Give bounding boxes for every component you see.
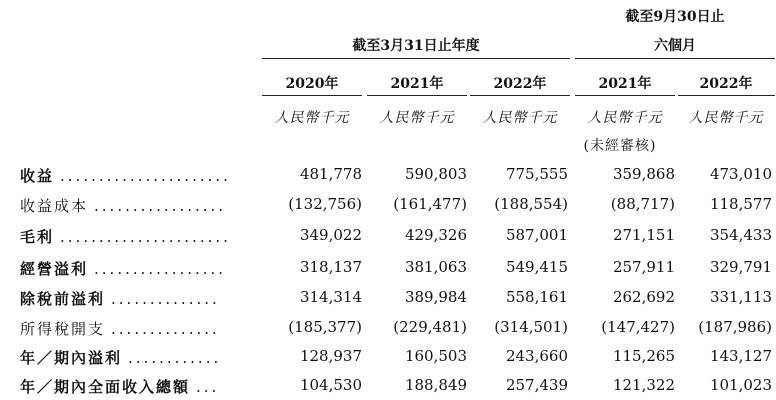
table-cell: (314,501) [494,318,568,336]
row-label [20,258,226,279]
table-cell: 257,911 [612,258,675,276]
unit-label: 人民幣千元 [274,110,350,126]
year-header-2020: 2020年 [285,76,339,92]
row-label [20,376,219,397]
table-cell: 590,803 [404,165,467,183]
table-cell: 381,063 [404,258,467,276]
dot-leader: ................. [94,260,227,278]
table-cell: 314,314 [299,288,362,306]
year-end-group-header: 截至3月31日止年度 [352,38,480,54]
row-label [20,195,226,216]
table-cell: 389,984 [404,288,467,306]
year-end-group-rule [262,58,570,59]
unit-label: 人民幣千元 [688,110,764,126]
six-months-header-line2: 六個月 [654,38,696,54]
row-label-text: 除稅前溢利 [20,290,106,308]
year-header-rule [262,95,362,96]
dot-leader: ...................... [60,228,231,246]
unit-label: 人民幣千元 [379,110,455,126]
table-cell: 549,415 [505,258,568,276]
row-label-text: 經營溢利 [20,260,89,278]
row-label-text: 所得稅開支 [20,320,106,338]
table-cell: 118,577 [709,195,772,213]
year-header-2021: 2021年 [390,76,444,92]
six-months-header-line1: 截至9月30日止 [625,9,725,25]
dot-leader: ... [196,378,220,396]
table-cell: 354,433 [709,226,772,244]
year-header-rule [575,95,675,96]
table-cell: 143,127 [709,347,772,365]
year-header-2022-six-months: 2022年 [699,76,753,92]
unit-label: 人民幣千元 [587,110,663,126]
row-label [20,165,231,186]
table-cell: 115,265 [612,347,675,365]
table-cell: (147,427) [601,318,675,336]
year-header-2021-six-months: 2021年 [598,76,652,92]
table-cell: (229,481) [393,318,467,336]
table-cell: 587,001 [505,226,568,244]
table-cell: 473,010 [709,165,772,183]
table-cell: 271,151 [612,226,675,244]
table-cell: (161,477) [393,195,467,213]
table-cell: 262,692 [612,288,675,306]
table-cell: 121,322 [612,376,675,394]
table-cell: 188,849 [404,376,467,394]
dot-leader: .............. [111,320,220,338]
year-header-rule [367,95,467,96]
table-cell: 775,555 [505,165,568,183]
row-label-text: 年／期內全面收入總額 [20,378,191,396]
dot-leader: ................. [94,197,227,215]
table-cell: (187,986) [698,318,772,336]
table-cell: (188,554) [494,195,568,213]
unaudited-note: (未經審核) [583,138,657,154]
row-label-text: 毛利 [20,228,55,246]
row-label-text: 收益成本 [20,197,89,215]
year-header-rule [470,95,570,96]
row-label-text: 收益 [20,167,55,185]
table-cell: 359,868 [612,165,675,183]
table-cell: 243,660 [505,347,568,365]
table-cell: 349,022 [299,226,362,244]
table-cell: 429,326 [404,226,467,244]
table-cell: 257,439 [505,376,568,394]
table-cell: 558,161 [505,288,568,306]
year-header-rule [678,95,775,96]
table-cell: 160,503 [404,347,467,365]
six-months-group-rule [575,58,775,59]
table-cell: 101,023 [709,376,772,394]
table-cell: 329,791 [709,258,772,276]
table-cell: (132,756) [288,195,362,213]
year-header-2022: 2022年 [493,76,547,92]
row-label-text: 年／期內溢利 [20,349,123,367]
dot-leader: ...................... [60,167,231,185]
row-label [20,347,221,368]
table-cell: (185,377) [288,318,362,336]
table-cell: 128,937 [299,347,362,365]
table-cell: (88,717) [610,195,675,213]
row-label [20,226,231,247]
dot-leader: .............. [111,290,220,308]
table-cell: 331,113 [709,288,772,306]
row-label [20,318,220,339]
dot-leader: ............ [128,349,222,367]
unit-label: 人民幣千元 [482,110,558,126]
table-cell: 104,530 [299,376,362,394]
table-cell: 318,137 [299,258,362,276]
table-cell: 481,778 [299,165,362,183]
row-label [20,288,220,309]
